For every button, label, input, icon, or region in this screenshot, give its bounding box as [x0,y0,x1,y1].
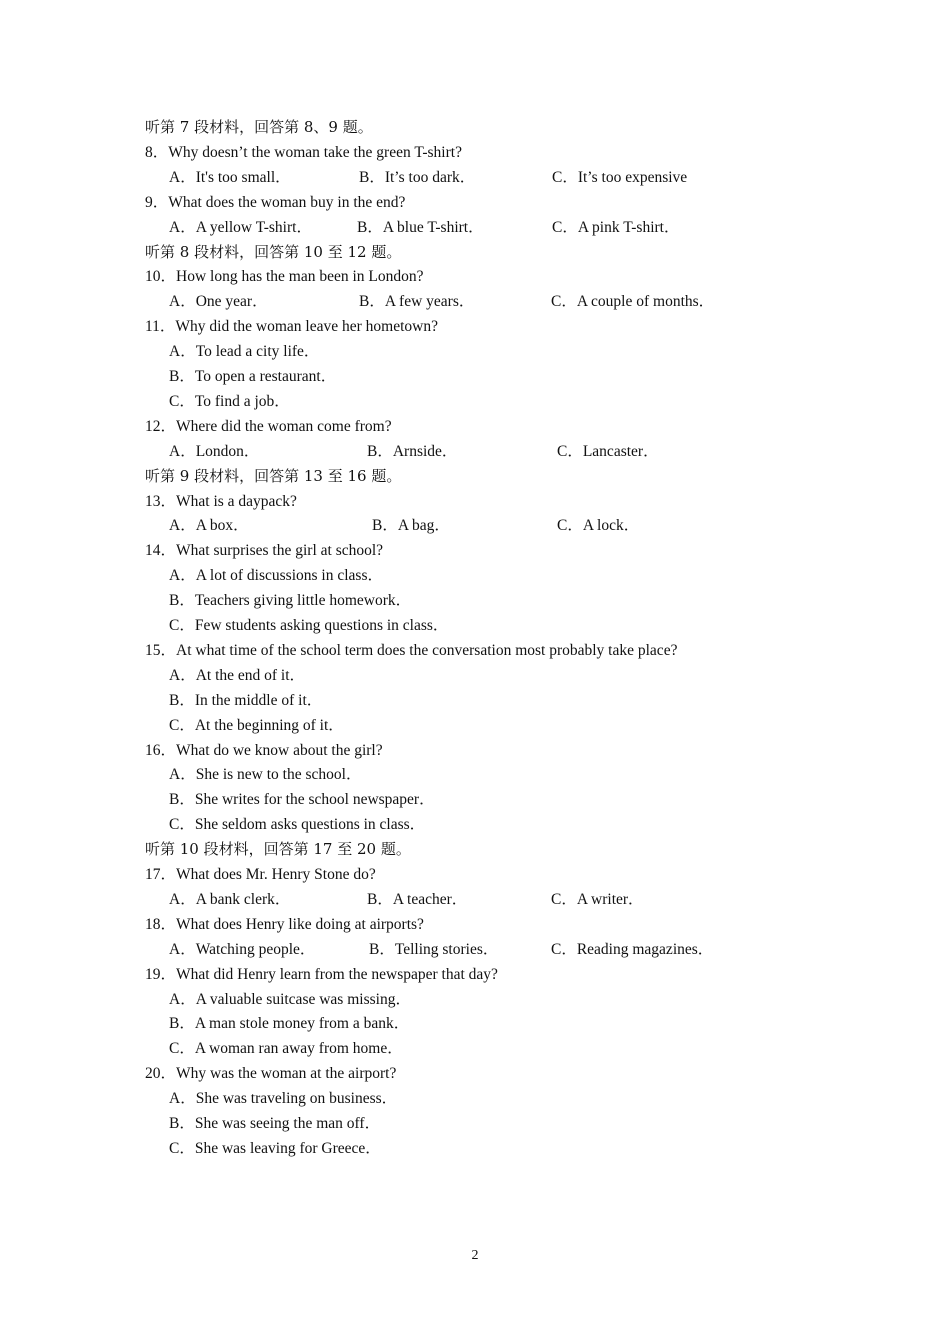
question-text: 17．What does Mr. Henry Stone do? [145,866,376,883]
answer-option: C．Few students asking questions in class． [169,617,449,634]
section-heading-text: 听第 9 段材料，回答第 13 至 16 题。 [145,466,402,485]
answer-option: C．Reading magazines． [551,940,714,958]
answer-option: B．She was seeing the man off． [169,1115,381,1132]
answer-option: A．A valuable suitcase was missing． [169,990,411,1008]
answer-option: B．Telling stories． [369,940,499,958]
answer-option: A．A bank clerk． [169,890,291,908]
question-stem [0,1061,950,1086]
answer-option: C．Lancaster． [557,442,659,460]
answer-option-row [0,389,950,414]
question-stem [0,538,950,563]
section-heading [0,464,950,489]
answer-option: C．At the beginning of it． [169,716,344,734]
question-text: 15．At what time of the school term does the conversation most probably take place? [145,641,678,659]
answer-option-row [0,613,950,638]
question-stem [0,962,950,987]
answer-option-row [0,364,950,389]
answer-option: A．Watching people． [169,940,316,958]
question-text: 19．What did Henry learn from the newspaper that day? [145,965,498,983]
answer-option: C．A couple of months． [551,293,715,311]
question-text: 11．Why did the woman leave her hometown? [145,318,438,336]
answer-option: B．To open a restaurant． [169,368,337,385]
answer-option: A．At the end of it． [169,666,306,684]
question-stem [0,190,950,215]
question-text: 9．What does the woman buy in the end? [145,193,406,211]
answer-option: C．To find a job． [169,392,290,410]
question-stem [0,264,950,289]
question-stem [0,912,950,937]
question-text: 8．Why doesn’t the woman take the green T-shirt? [145,143,462,161]
question-text: 18．What does Henry like doing at airports? [145,915,424,933]
answer-option: B．A few years． [359,293,475,311]
answer-option-row [0,1036,950,1061]
answer-option-row [0,1111,950,1136]
answer-option: B．Arnside． [367,442,458,460]
answer-option-row [0,289,950,314]
question-stem [0,140,950,165]
answer-option-row [0,987,950,1012]
question-text: 10．How long has the man been in London? [145,268,424,286]
answer-option: C．It’s too expensive [552,168,688,186]
answer-option-row [0,563,950,588]
answer-option: C．She seldom asks questions in class． [169,816,426,834]
answer-option: A．She was traveling on business． [169,1090,398,1108]
answer-option-row [0,165,950,190]
answer-option-row [0,713,950,738]
answer-option-row [0,588,950,613]
question-stem [0,638,950,663]
section-heading-text: 听第 10 段材料，回答第 17 至 20 题。 [145,840,411,859]
answer-option-row [0,339,950,364]
answer-option: B．She writes for the school newspaper． [169,791,435,809]
question-text: 16．What do we know about the girl? [145,741,383,759]
page-number: 2 [471,1248,479,1263]
question-text: 12．Where did the woman come from? [145,417,392,435]
question-stem [0,738,950,763]
answer-option-row [0,663,950,688]
question-stem [0,489,950,514]
question-stem [0,862,950,887]
answer-option-row [0,215,950,240]
answer-option: B．Teachers giving little homework． [169,592,412,610]
answer-option-row [0,887,950,912]
question-stem [0,414,950,439]
section-heading [0,837,950,862]
answer-option: B．A man stole money from a bank． [169,1015,410,1033]
question-text: 14．What surprises the girl at school? [145,542,384,560]
answer-option-row [0,1011,950,1036]
answer-option-row [0,787,950,812]
answer-option-row [0,1086,950,1111]
answer-option-row [0,513,950,538]
answer-option: C．She was leaving for Greece． [169,1139,381,1157]
answer-option: C．A pink T-shirt． [552,218,680,236]
question-stem [0,314,950,339]
section-heading [0,240,950,265]
answer-option: C．A lock． [557,517,640,535]
answer-option: A．She is new to the school． [169,766,362,784]
answer-option: A．A box． [169,517,249,535]
answer-option: A．A lot of discussions in class． [169,567,383,585]
question-text: 13．What is a daypack? [145,492,297,510]
answer-option-row [0,439,950,464]
answer-option-row [0,937,950,962]
section-heading [0,115,950,140]
answer-option: C．A writer． [551,890,644,908]
answer-option: A．One year． [169,293,268,311]
answer-option: B．A blue T-shirt． [357,218,484,236]
answer-option-row [0,762,950,787]
answer-option: A．To lead a city life． [169,343,320,361]
answer-option: B．A teacher． [367,890,468,908]
answer-option: A．It's too small． [169,168,291,186]
answer-option: B．A bag． [372,517,450,535]
answer-option: B．It’s too dark． [359,168,476,186]
section-heading-text: 听第 8 段材料，回答第 10 至 12 题。 [145,242,402,261]
answer-option: A．A yellow T-shirt． [169,218,312,236]
answer-option: A．London． [169,442,260,460]
answer-option: B．In the middle of it． [169,691,323,709]
question-text: 20．Why was the woman at the airport? [145,1065,397,1083]
section-heading-text: 听第 7 段材料，回答第 8、9 题。 [145,118,373,136]
answer-option: C．A woman ran away from home． [169,1040,403,1058]
answer-option-row [0,688,950,713]
answer-option-row [0,1136,950,1161]
answer-option-row [0,812,950,837]
